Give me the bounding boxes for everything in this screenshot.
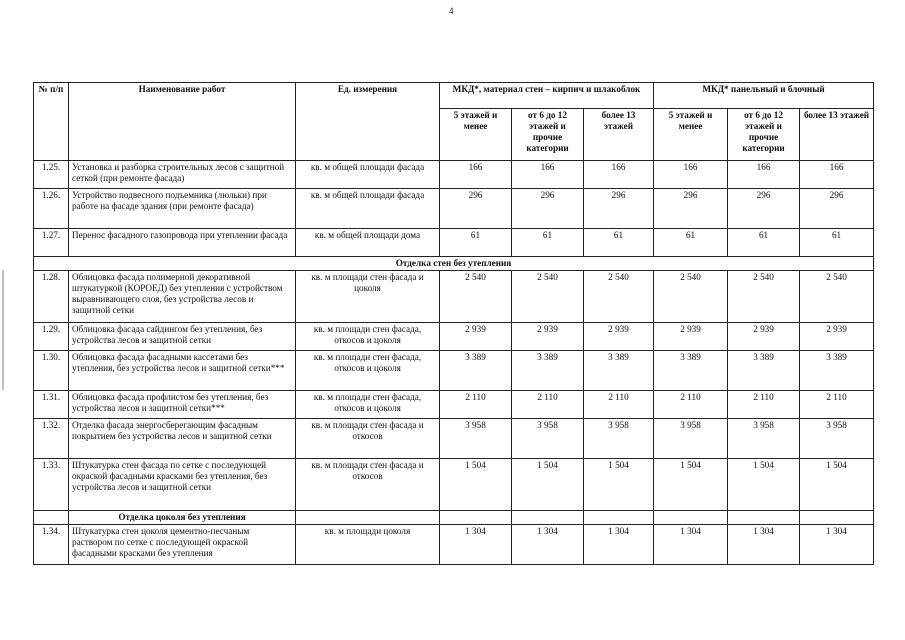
row-value: 1 504: [440, 459, 512, 511]
row-unit: кв. м площади стен фасада и откосов: [296, 419, 440, 459]
row-value: 2 110: [654, 391, 728, 419]
table-row: [34, 351, 874, 391]
header-work-name: Наименование работ: [69, 83, 296, 161]
row-value: 1 504: [654, 459, 728, 511]
row-work-name: Штукатурка стен цоколя цементно-песчаным раствором по сетке с последующей окраской фасадными красками без утепления: [69, 525, 296, 565]
row-value: 3 389: [728, 351, 800, 391]
row-unit: кв. м площади стен фасада, откосов и цоколя: [296, 351, 440, 391]
row-number: 1.29.: [34, 323, 69, 351]
row-value: 3 389: [512, 351, 584, 391]
header-group-brick: МКД*, материал стен – кирпич и шлакоблок: [440, 83, 654, 109]
row-value: 2 540: [584, 271, 654, 323]
row-unit: кв. м площади стен фасада и цоколя: [296, 271, 440, 323]
row-value: 2 939: [654, 323, 728, 351]
row-number: 1.33.: [34, 459, 69, 511]
row-unit: кв. м площади цоколя: [296, 525, 440, 565]
header-sub: более 13 этажей: [584, 109, 654, 161]
row-value: 1 504: [584, 459, 654, 511]
row-number: 1.27.: [34, 229, 69, 257]
row-value: 1 304: [584, 525, 654, 565]
row-work-name: Установка и разборка строительных лесов с защитной сеткой (при ремонте фасада): [69, 161, 296, 189]
table-row: [34, 525, 874, 565]
row-value: 166: [440, 161, 512, 189]
row-value: 166: [728, 161, 800, 189]
section-heading-walls: Отделка стен без утепления: [34, 257, 874, 271]
row-value: 3 958: [654, 419, 728, 459]
row-work-name: Облицовка фасада фасадными кассетами без утепления, без устройства лесов и защитной сетки***: [69, 351, 296, 391]
empty-cell: [584, 511, 654, 525]
row-value: 3 958: [800, 419, 874, 459]
row-value: 296: [584, 189, 654, 229]
row-value: 2 540: [512, 271, 584, 323]
section-heading-plinth: Отделка цоколя без утепления: [69, 511, 296, 525]
row-value: 3 958: [440, 419, 512, 459]
header-group-panel: МКД* панельный и блочный: [654, 83, 874, 109]
page-number: 4: [449, 6, 454, 16]
row-unit: кв. м площади стен фасада, откосов и цоколя: [296, 323, 440, 351]
table-row: [34, 271, 874, 323]
table-row: [34, 161, 874, 189]
header-number: № п/п: [34, 83, 69, 161]
row-value: 2 540: [440, 271, 512, 323]
row-value: 3 389: [654, 351, 728, 391]
row-unit: кв. м площади стен фасада и откосов: [296, 459, 440, 511]
row-value: 3 958: [584, 419, 654, 459]
binding-mark: [2, 270, 4, 390]
row-number: 1.25.: [34, 161, 69, 189]
row-number: 1.31.: [34, 391, 69, 419]
row-value: 61: [440, 229, 512, 257]
row-value: 166: [512, 161, 584, 189]
row-number: 1.26.: [34, 189, 69, 229]
table-row: [34, 229, 874, 257]
table-row: [34, 189, 874, 229]
row-number: 1.28.: [34, 271, 69, 323]
row-value: 1 304: [800, 525, 874, 565]
row-unit: кв. м общей площади фасада: [296, 161, 440, 189]
empty-cell: [296, 511, 440, 525]
row-unit: кв. м общей площади фасада: [296, 189, 440, 229]
row-value: 61: [800, 229, 874, 257]
row-work-name: Облицовка фасада сайдингом без утепления, без устройства лесов и защитной сетки: [69, 323, 296, 351]
row-value: 61: [584, 229, 654, 257]
row-unit: кв. м площади стен фасада, откосов и цоколя: [296, 391, 440, 419]
row-unit: кв. м общей площади дома: [296, 229, 440, 257]
empty-cell: [728, 511, 800, 525]
table-row: [34, 419, 874, 459]
row-value: 2 939: [584, 323, 654, 351]
table-row: [34, 391, 874, 419]
row-value: 166: [654, 161, 728, 189]
row-value: 2 110: [440, 391, 512, 419]
row-value: 2 540: [800, 271, 874, 323]
row-work-name: Отделка фасада энергосберегающим фасадным покрытием без устройства лесов и защитной сетки: [69, 419, 296, 459]
empty-cell: [800, 511, 874, 525]
rates-table: [33, 82, 874, 565]
row-value: 1 304: [440, 525, 512, 565]
header-sub: от 6 до 12 этажей и прочие категории: [512, 109, 584, 161]
empty-cell: [512, 511, 584, 525]
row-value: 1 504: [512, 459, 584, 511]
row-work-name: Устройство подвесного подъемника (люльки) при работе на фасаде здания (при ремонте фасада): [69, 189, 296, 229]
row-value: 1 504: [800, 459, 874, 511]
empty-cell: [654, 511, 728, 525]
row-work-name: Облицовка фасада полимерной декоративной штукатуркой (КОРОЕД) без утепления с устройством выравнивающего слоя, без устройства лесов и защитной сетки: [69, 271, 296, 323]
row-value: 2 110: [512, 391, 584, 419]
row-value: 2 540: [654, 271, 728, 323]
row-work-name: Облицовка фасада профлистом без утепления, без устройства лесов и защитной сетки***: [69, 391, 296, 419]
row-value: 61: [728, 229, 800, 257]
row-value: 296: [440, 189, 512, 229]
empty-cell: [440, 511, 512, 525]
row-value: 296: [654, 189, 728, 229]
row-work-name: Перенос фасадного газопровода при утеплении фасада: [69, 229, 296, 257]
row-number: 1.30.: [34, 351, 69, 391]
row-value: 61: [654, 229, 728, 257]
row-value: 3 389: [584, 351, 654, 391]
row-value: 3 958: [512, 419, 584, 459]
row-value: 1 304: [654, 525, 728, 565]
header-sub: 5 этажей и менее: [440, 109, 512, 161]
row-value: 61: [512, 229, 584, 257]
row-value: 1 304: [728, 525, 800, 565]
row-value: 1 504: [728, 459, 800, 511]
row-value: 166: [584, 161, 654, 189]
row-value: 2 110: [728, 391, 800, 419]
empty-cell: [34, 511, 69, 525]
row-value: 296: [728, 189, 800, 229]
row-value: 2 540: [728, 271, 800, 323]
row-value: 3 389: [800, 351, 874, 391]
row-value: 296: [512, 189, 584, 229]
header-unit: Ед. измерения: [296, 83, 440, 161]
row-value: 166: [800, 161, 874, 189]
row-value: 2 110: [800, 391, 874, 419]
header-sub: 5 этажей и менее: [654, 109, 728, 161]
row-value: 2 939: [728, 323, 800, 351]
table-row: [34, 459, 874, 511]
row-value: 2 939: [512, 323, 584, 351]
table-row: [34, 323, 874, 351]
header-sub: от 6 до 12 этажей и прочие категории: [728, 109, 800, 161]
row-value: 2 939: [800, 323, 874, 351]
header-sub: более 13 этажей: [800, 109, 874, 161]
row-value: 2 110: [584, 391, 654, 419]
row-number: 1.34.: [34, 525, 69, 565]
row-work-name: Штукатурка стен фасада по сетке с последующей окраской фасадными красками без утепления, без устройства лесов и защитной сетки: [69, 459, 296, 511]
row-number: 1.32.: [34, 419, 69, 459]
row-value: 3 958: [728, 419, 800, 459]
row-value: 2 939: [440, 323, 512, 351]
row-value: 1 304: [512, 525, 584, 565]
row-value: 296: [800, 189, 874, 229]
row-value: 3 389: [440, 351, 512, 391]
